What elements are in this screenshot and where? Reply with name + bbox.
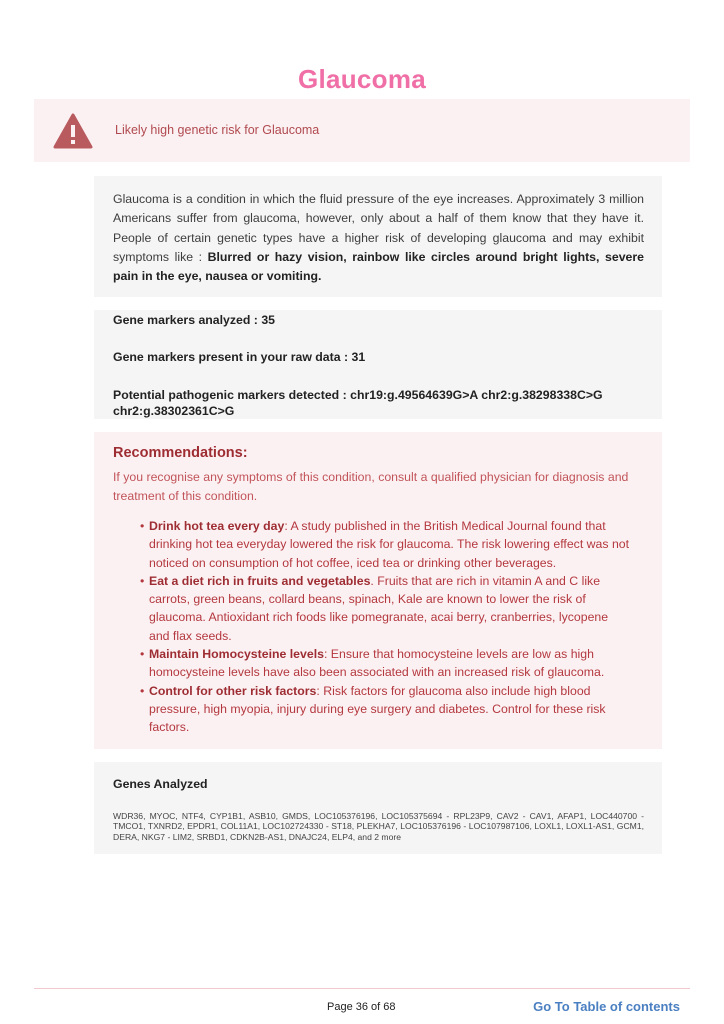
footer-divider <box>34 988 690 989</box>
genes-analyzed-box <box>94 762 662 854</box>
recommendation-title: Maintain Homocysteine levels <box>149 647 324 662</box>
recommendations-heading: Recommendations: <box>113 445 248 461</box>
warning-triangle-icon <box>53 113 93 149</box>
risk-alert-text: Likely high genetic risk for Glaucoma <box>115 123 320 137</box>
recommendation-text: : Risk factors for glaucoma also include high blood pressure, high myopia, injury during eye surgery and diabetes. Control for these risk factors. <box>149 683 606 735</box>
markers-analyzed: Gene markers analyzed : 35 <box>113 313 275 327</box>
page-title: Glaucoma <box>297 64 427 94</box>
condition-description <box>94 176 662 297</box>
description-text: Glaucoma is a condition in which the fluid pressure of the eye increases. Approximately 3 million Americans suffer from glaucoma, however, only about a half of them know that they have it. People of certain genetic types have a higher risk of developing glaucoma and may exhibit symptoms like : <box>113 192 644 264</box>
recommendation-item: • Control for other risk factors: Risk factors for glaucoma also include high blood pressure, high myopia, injury during eye surgery and diabetes. Control for these risk factors. <box>140 683 606 735</box>
recommendation-title: Control for other risk factors <box>149 683 317 698</box>
recommendation-title: Drink hot tea every day <box>149 519 285 533</box>
recommendation-text: : A study published in the British Medical Journal found that drinking hot tea everyday lowered the risk for glaucoma. The risk lowering effect was not noticed on consumption of hot coffee, iced tea or drinking other beverages. <box>149 519 630 570</box>
markers-present: Gene markers present in your raw data : 31 <box>113 350 366 364</box>
pathogenic-markers: Potential pathogenic markers detected : chr19:g.49564639G>A chr2:g.38298338C>G chr2:g.38302361C>G <box>113 388 603 418</box>
recommendations-list <box>140 517 632 737</box>
genes-list: WDR36, MYOC, NTF4, CYP1B1, ASB10, GMDS, LOC105376196, LOC105375694 - RPL23P9, CAV2 - CAV1, AFAP1, LOC440700 - TMCO1, TXNRD2, EPDR1, COL11A1, LOC102724330 - ST18, PLEKHA7, LOC105376196 - LOC107987106, LOXL1, LOXL1-AS1, GCM1, DERA, NKG7 - LIM2, SRBD1, CDKN2B-AS1, DNAJC24, ELP4, and 2 more <box>113 811 644 842</box>
symptoms-text: Blurred or hazy vision, rainbow like circles around bright lights, severe pain in the eye, nausea or vomiting. <box>113 249 644 284</box>
recommendations-box <box>94 432 662 749</box>
recommendation-item: • Eat a diet rich in fruits and vegetables. Fruits that are rich in vitamin A and C like carrots, green beans, collard beans, spinach, Kale are known to lower the risk of glaucoma. Antioxidant rich foods like pomegranate, acai berry, cranberries, lycopene and flax seeds. <box>140 573 609 643</box>
recommendation-text: . Fruits that are rich in vitamin A and C like carrots, green beans, collard beans, spinach, Kale are known to lower the risk of glaucoma. Antioxidant rich foods like pomegranate, acai berry, cranberries, lycopene and flax seeds. <box>149 573 609 643</box>
table-of-contents-link[interactable]: Go To Table of contents <box>533 999 680 1014</box>
recommendation-text: : Ensure that homocysteine levels are low as high homocysteine levels have also been associated with an increased risk of glaucoma. <box>149 647 605 680</box>
risk-alert <box>34 99 690 162</box>
genes-heading: Genes Analyzed <box>113 777 208 791</box>
recommendations-intro: If you recognise any symptoms of this condition, consult a qualified physician for diagnosis and treatment of this condition. <box>113 470 629 503</box>
recommendation-item: • Maintain Homocysteine levels: Ensure that homocysteine levels are low as high homocysteine levels have also been associated with an increased risk of glaucoma. <box>140 647 605 680</box>
recommendation-title: Eat a diet rich in fruits and vegetables <box>149 573 371 588</box>
gene-markers-box <box>94 310 662 419</box>
page-number: Page 36 of 68 <box>327 1001 396 1013</box>
recommendation-item: • Drink hot tea every day: A study published in the British Medical Journal found that drinking hot tea everyday lowered the risk for glaucoma. The risk lowering effect was not noticed on consumption of hot coffee, iced tea or drinking other beverages. <box>140 519 630 570</box>
